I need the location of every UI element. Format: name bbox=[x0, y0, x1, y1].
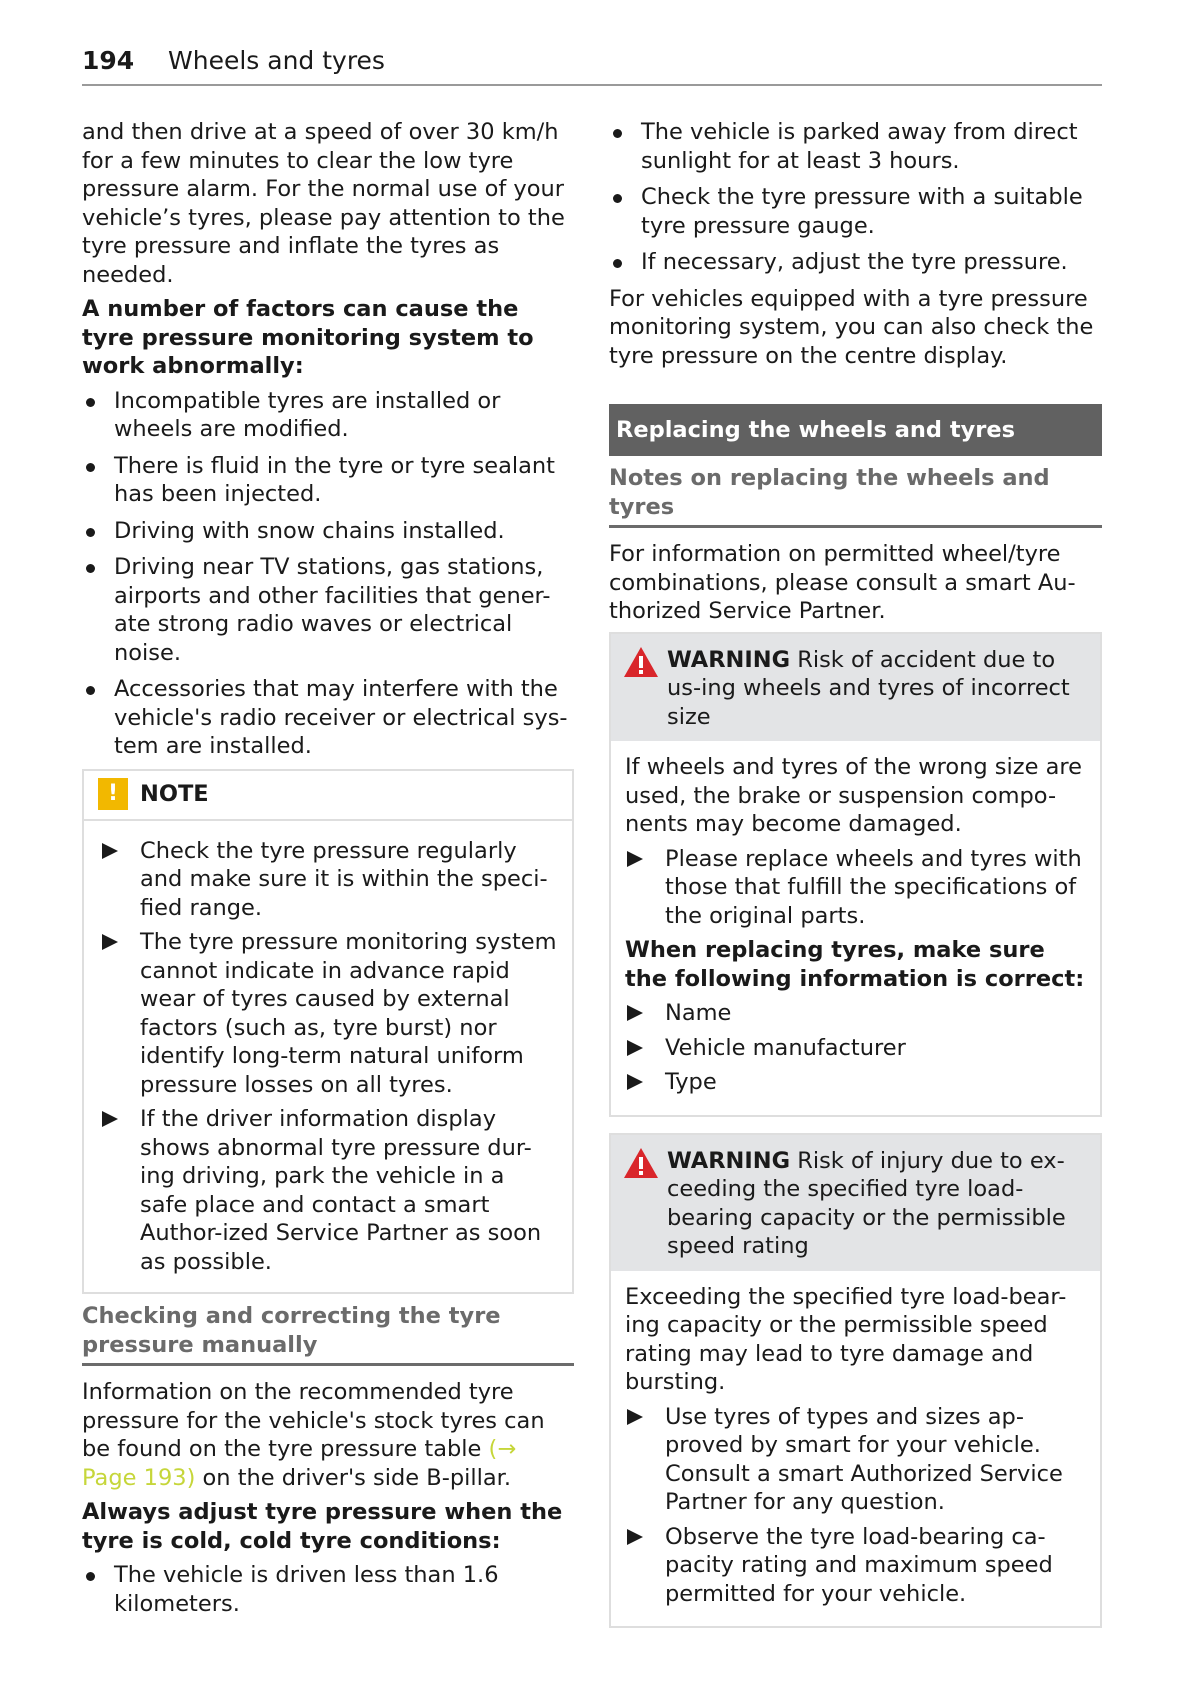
section-title-bar: Replacing the wheels and tyres bbox=[609, 404, 1102, 456]
list-item-text: Observe the tyre load-bearing ca-pacity rating and maximum speed permitted for your vehicle. bbox=[665, 1523, 1053, 1607]
checking-text: Information on the recommended tyre pressure for the vehicle's stock tyres can be found on the tyre pressure table bbox=[82, 1379, 545, 1462]
warning-triangle-icon bbox=[623, 1147, 659, 1179]
arrow-icon bbox=[627, 1005, 643, 1021]
list-item bbox=[100, 1105, 558, 1276]
list-item bbox=[625, 999, 1086, 1028]
warning-box bbox=[609, 1133, 1102, 1629]
arrow-icon bbox=[102, 843, 118, 859]
note-box bbox=[82, 769, 574, 1295]
warning-triangle-icon bbox=[623, 646, 659, 678]
checking-paragraph bbox=[82, 1378, 574, 1492]
warning-text: If wheels and tyres of the wrong size are used, the brake or suspension compo-nents may become damaged. bbox=[625, 754, 1082, 837]
arrow-icon bbox=[627, 1409, 643, 1425]
list-item-text: Vehicle manufacturer bbox=[665, 1034, 906, 1061]
cold-heading: Always adjust tyre pressure when the tyre is cold, cold tyre conditions: bbox=[82, 1499, 563, 1554]
warning-title: Risk of injury due to ex-ceeding the specified tyre load-bearing capacity or the permissible speed rating bbox=[667, 1147, 1066, 1259]
list-item: Accessories that may interfere with the vehicle's radio receiver or electrical sys-tem are installed. bbox=[82, 675, 574, 761]
list-item bbox=[625, 1034, 1086, 1063]
list-item bbox=[625, 1068, 1086, 1097]
note-title: NOTE bbox=[140, 780, 209, 807]
arrow-icon bbox=[627, 1529, 643, 1545]
list-item-text: The tyre pressure monitoring system cannot indicate in advance rapid wear of tyres caused by external factors (such as, tyre burst) nor identify long-term natural uniform pressure losses on all tyres. bbox=[140, 929, 557, 1098]
notes-heading: Notes on replacing the wheels and tyres bbox=[609, 464, 1102, 528]
info-list bbox=[625, 999, 1086, 1097]
list-item-text: If the driver information display shows abnormal tyre pressure dur-ing driving, park the vehicle in a safe place and contact a smart Author-ized Service Partner as soon as possible. bbox=[140, 1106, 542, 1275]
warning-box bbox=[609, 632, 1102, 1117]
list-item bbox=[100, 928, 558, 1099]
list-item: Driving with snow chains installed. bbox=[82, 517, 574, 546]
arrow-icon bbox=[627, 1074, 643, 1090]
warning-label: WARNING bbox=[667, 646, 791, 673]
list-item bbox=[625, 1523, 1086, 1609]
cold-conditions-list-cont bbox=[609, 118, 1102, 277]
cold-conditions-list bbox=[82, 1561, 574, 1618]
arrow-icon bbox=[627, 851, 643, 867]
list-item-text: Type bbox=[665, 1069, 717, 1095]
checking-text-end: on the driver's side B-pillar. bbox=[195, 1464, 511, 1491]
list-item-text: Please replace wheels and tyres with those that fulfill the specifications of the original parts. bbox=[665, 845, 1082, 929]
list-item: There is fluid in the tyre or tyre sealant has been injected. bbox=[82, 452, 574, 509]
list-item bbox=[100, 837, 558, 923]
list-item-text: Use tyres of types and sizes ap-proved by smart for your vehicle. Consult a smart Authorized Service Partner for any question. bbox=[665, 1403, 1063, 1515]
running-title: Wheels and tyres bbox=[168, 46, 385, 75]
note-header bbox=[84, 771, 572, 821]
page-reference-link[interactable]: (→ Page 193) bbox=[82, 1436, 517, 1491]
factors-list bbox=[82, 387, 574, 761]
warning-actions bbox=[625, 845, 1086, 931]
warning-header bbox=[611, 634, 1100, 742]
warning-actions bbox=[625, 1403, 1086, 1609]
list-item: The vehicle is parked away from direct sunlight for at least 3 hours. bbox=[609, 118, 1102, 175]
list-item: Check the tyre pressure with a suitable tyre pressure gauge. bbox=[609, 183, 1102, 240]
warning-text: Exceeding the specified tyre load-bear-ing capacity or the permissible speed rating may lead to tyre damage and bursting. bbox=[625, 1283, 1067, 1395]
intro-paragraph: and then drive at a speed of over 30 km/h for a few minutes to clear the low tyre pressure alarm. For the normal use of your vehicle’s tyres, please pay attention to the tyre pressure and inflate the tyres as needed. bbox=[82, 119, 565, 288]
info-heading: When replacing tyres, make sure the following information is correct: bbox=[625, 937, 1085, 992]
list-item bbox=[625, 845, 1086, 931]
note-list bbox=[100, 837, 558, 1277]
warning-title: Risk of accident due to us-ing wheels and tyres of incorrect size bbox=[667, 646, 1070, 730]
arrow-icon bbox=[102, 934, 118, 950]
list-item-text: Name bbox=[665, 1000, 732, 1026]
list-item: The vehicle is driven less than 1.6 kilometers. bbox=[82, 1561, 574, 1618]
exclamation-icon: ! bbox=[98, 778, 128, 810]
list-item-text: Check the tyre pressure regularly and make sure it is within the speci-fied range. bbox=[140, 837, 548, 921]
page-header bbox=[82, 44, 1102, 86]
warning-body bbox=[611, 1271, 1100, 1627]
list-item: Incompatible tyres are installed or wheels are modified. bbox=[82, 387, 574, 444]
warning-label: WARNING bbox=[667, 1147, 791, 1174]
page-number: 194 bbox=[82, 46, 135, 75]
notes-paragraph: For information on permitted wheel/tyre combinations, please consult a smart Au-thorized Service Partner. bbox=[609, 541, 1076, 624]
arrow-icon bbox=[627, 1040, 643, 1056]
warning-body bbox=[611, 741, 1100, 1115]
checking-heading: Checking and correcting the tyre pressure manually bbox=[82, 1302, 574, 1366]
factors-heading: A number of factors can cause the tyre pressure monitoring system to work abnormally: bbox=[82, 296, 534, 379]
warning-header bbox=[611, 1135, 1100, 1271]
display-paragraph: For vehicles equipped with a tyre pressure monitoring system, you can also check the tyre pressure on the centre display. bbox=[609, 285, 1094, 369]
list-item bbox=[625, 1403, 1086, 1517]
arrow-icon bbox=[102, 1111, 118, 1127]
list-item: If necessary, adjust the tyre pressure. bbox=[609, 248, 1102, 277]
note-body bbox=[84, 821, 572, 1293]
left-column bbox=[82, 118, 574, 1626]
list-item: Driving near TV stations, gas stations, airports and other facilities that gener-ate strong radio waves or electrical noise. bbox=[82, 553, 574, 667]
right-column bbox=[609, 118, 1102, 1628]
